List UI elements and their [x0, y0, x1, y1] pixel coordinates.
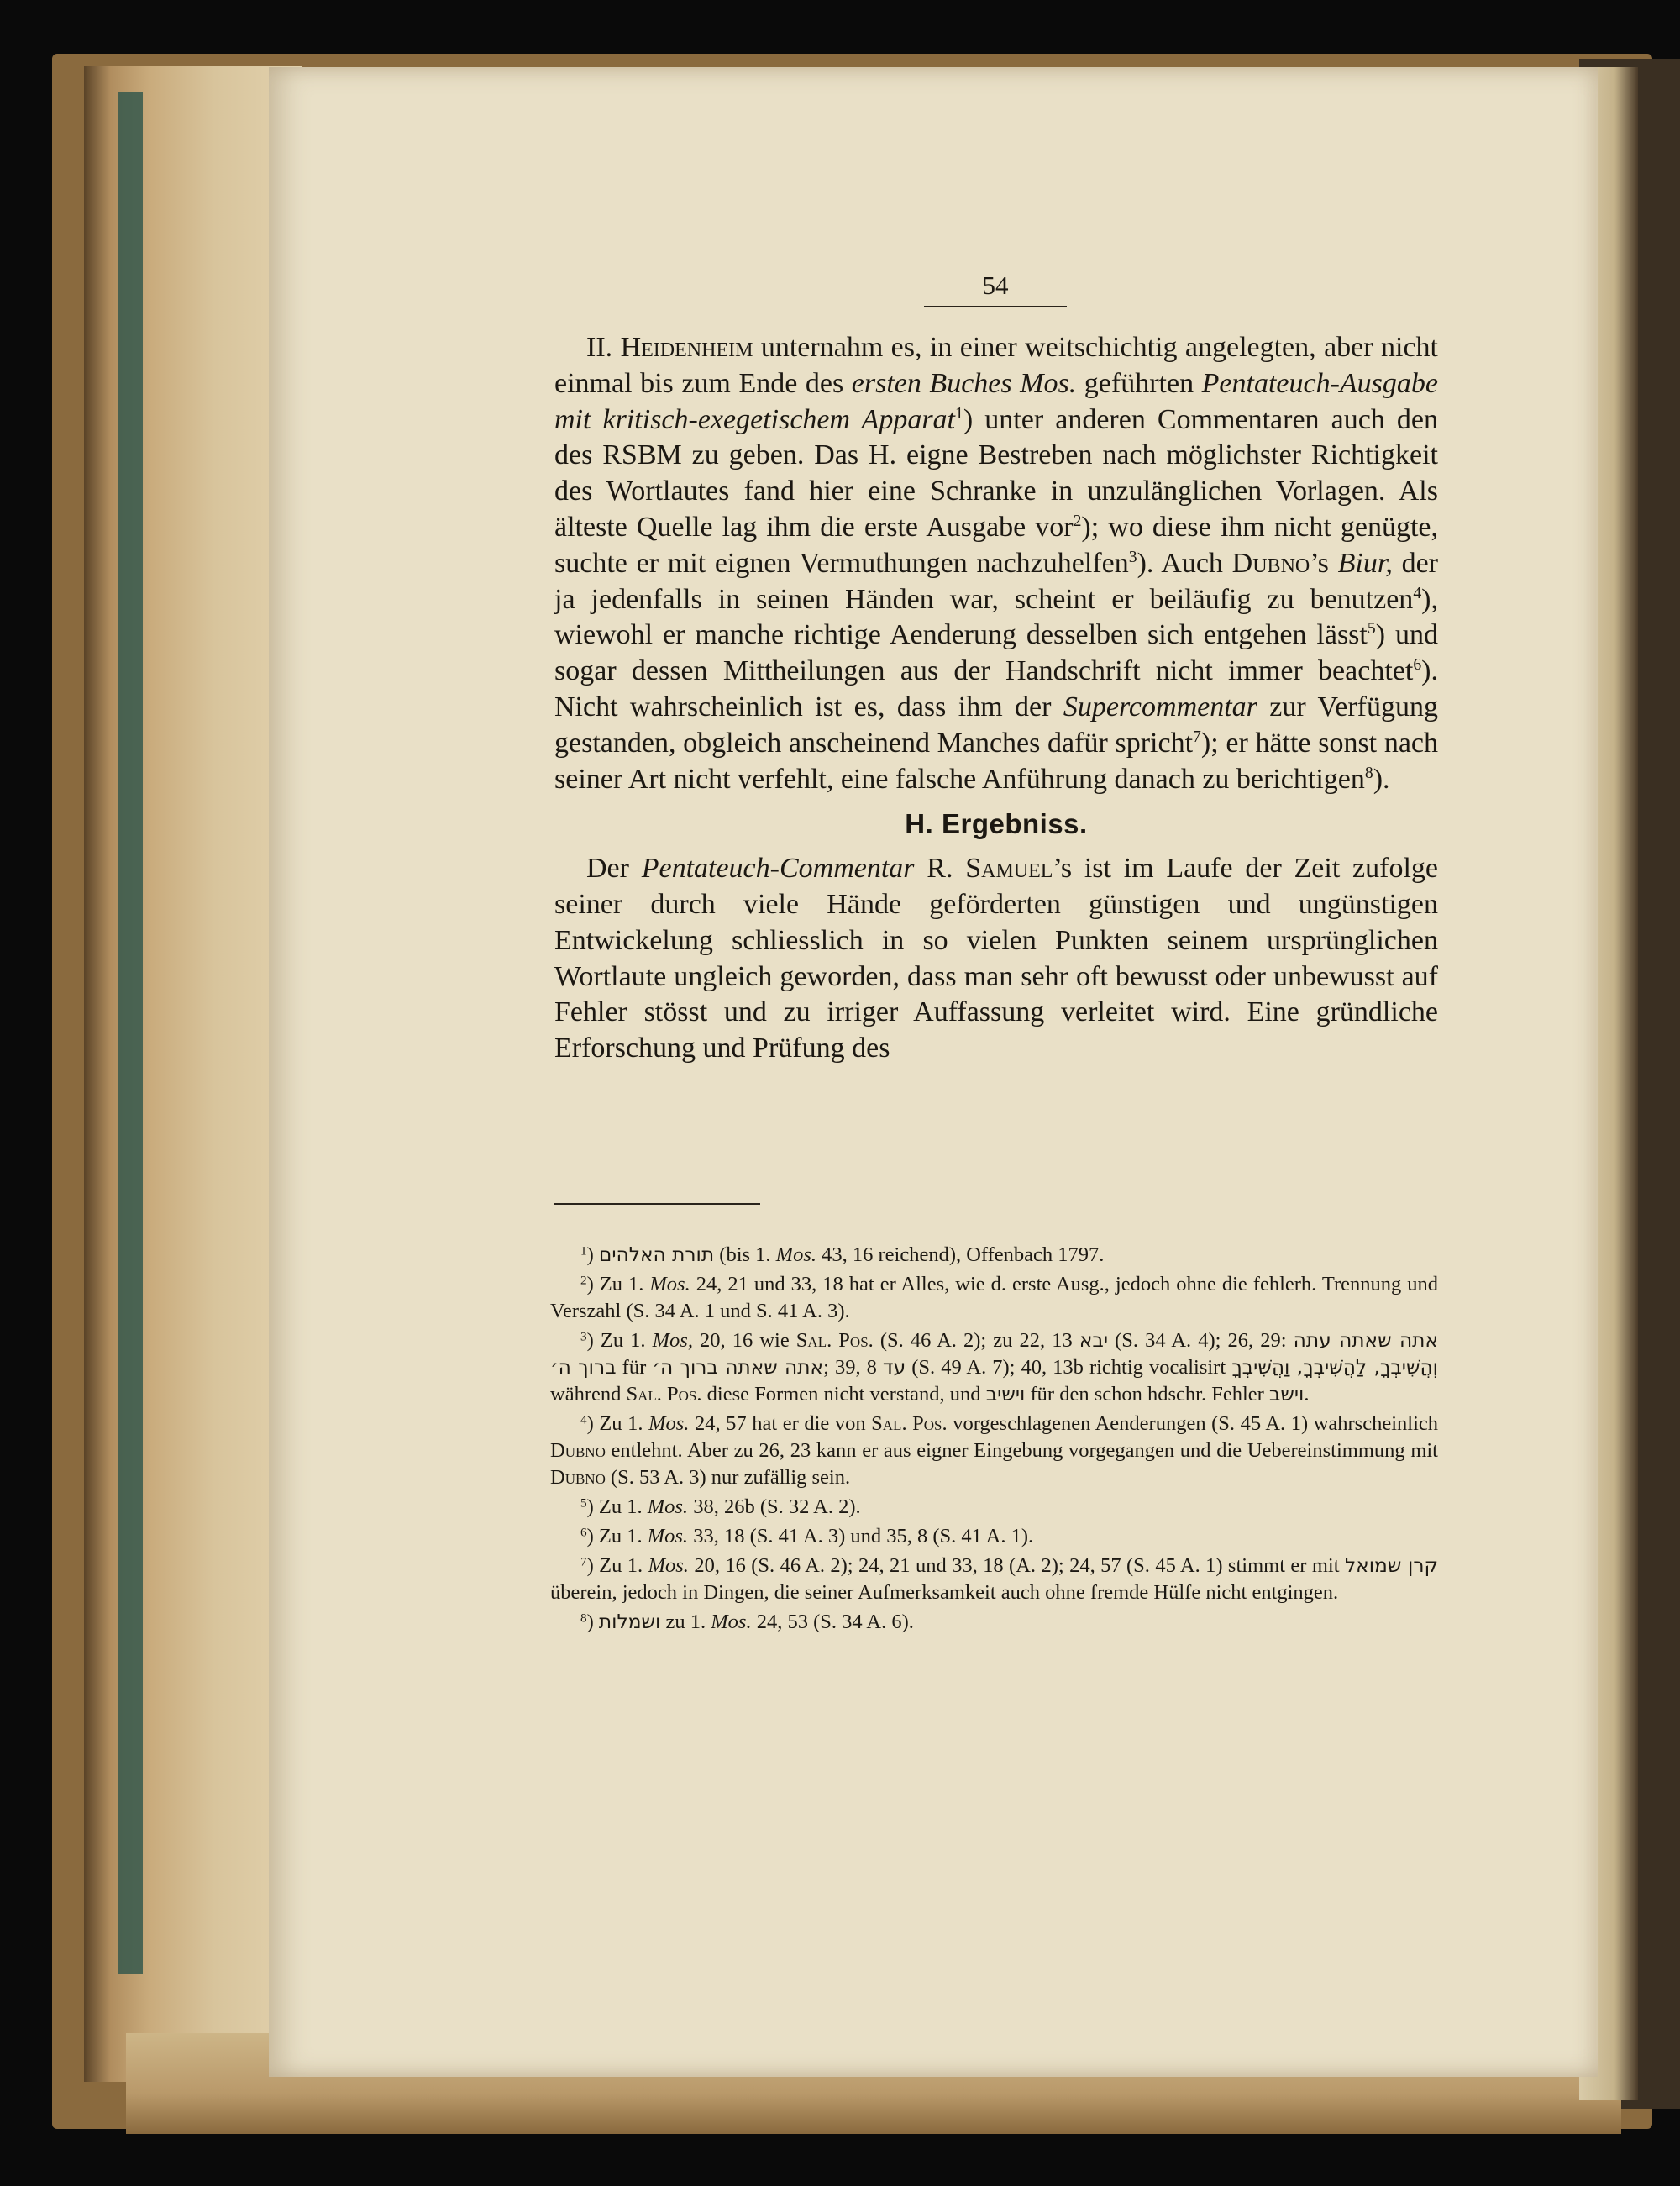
text-run: ), wiewohl er manche richtige Aenderung desselben sich entgehen lässt [554, 583, 1438, 651]
footnote-8: $^8$) ושמלות zu 1. Mos. 24, 53 (S. 34 A. 6). [580, 1611, 914, 1633]
book-abbrev: Mos. [648, 1554, 689, 1577]
text-run: ) und sogar dessen Mittheilungen aus der Handschrift nicht immer beachtet [554, 619, 1438, 687]
author-abbrev: Sal. Pos. [871, 1412, 948, 1435]
text-run: Zu 1. [593, 1554, 648, 1577]
work-title: Pentateuch-Ausgabe mit kritisch-exegetischem Apparat [554, 367, 1439, 435]
author-name: Dubno [550, 1466, 606, 1489]
hebrew-text: קרן שמואל [1344, 1554, 1438, 1577]
text-run: ) unter anderen Commentaren auch den des RSBM zu geben. Das H. eigne Bestreben nach möglichster Richtigkeit des Wortlautes fand hier eine Schranke in unzulänglichen Vorlagen. Als älteste Quelle lag ihm die erste Ausgabe vor [554, 403, 1438, 543]
text-run: (S. 46 A. 2); zu 22, 13 [873, 1329, 1079, 1352]
author-name: Samuel [965, 853, 1053, 885]
text-run: zur Verfügung gestanden, obgleich anscheinend Manches dafür spricht [554, 691, 1438, 759]
footnote-4: $^4$) Zu 1. Mos. 24, 57 hat er die von Sal. Pos. vorgeschlagenen Aenderungen (S. 45 A. 1) wahrscheinlich Dubno entlehnt. Aber zu 26, 23 kann er aus eigner Eingebung vorgegangen und die Uebereinstimmung mit Dubno (S. 53 A. 3) nur zufällig sein. [550, 1412, 1438, 1489]
footnote-marker: 3 [580, 1329, 587, 1344]
hebrew-text: יבא [1079, 1329, 1109, 1352]
text-run: zu 1. [660, 1611, 711, 1633]
book-abbrev: Mos. [711, 1611, 752, 1633]
footnote-ref: 6 [1413, 654, 1422, 674]
text-run: Zu 1. [593, 1273, 650, 1295]
text-run: Der [586, 853, 642, 885]
text-run: entlehnt. Aber zu 26, 23 kann er aus eigner Eingebung vorgegangen und die Uebereinstimmung mit [605, 1439, 1438, 1462]
text-run: ). Auch [1137, 547, 1232, 579]
text-run: ’s [1310, 547, 1338, 579]
text-run: 24, 57 hat er die von [689, 1412, 872, 1435]
book-abbrev: Mos. [649, 1273, 690, 1295]
author-name: Dubno [550, 1439, 606, 1462]
author-abbrev: Sal. Pos. [626, 1383, 702, 1406]
hebrew-text: וישיב [985, 1383, 1026, 1406]
book-title: ersten Buches Mos. [851, 367, 1077, 399]
work-title: Pentateuch-Commentar [641, 853, 915, 885]
footnote-2: $^2$) Zu 1. Mos. 24, 21 und 33, 18 hat er Alles, wie d. erste Ausg., jedoch ohne die fehlerh. Trennung und Verszahl (S. 34 A. 1 und S. 41 A. 3). [550, 1273, 1438, 1322]
main-text [554, 330, 1438, 1067]
footnote-7: $^7$) Zu 1. Mos. 20, 16 (S. 46 A. 2); 24, 21 und 33, 18 (A. 2); 24, 57 (S. 45 A. 1) stimmt er mit קרן שמואל überein, jedoch in Dingen, die seiner Aufmerksamkeit auch ohne fremde Hülfe nicht entgingen. [550, 1554, 1438, 1604]
footnote-marker: 4 [580, 1412, 587, 1427]
book-abbrev: Mos, [652, 1329, 693, 1352]
text-run: 24, 21 und 33, 18 hat er Alles, wie d. erste Ausg., jedoch ohne die fehlerh. Trennung und Verszahl (S. 34 A. 1 und S. 41 A. 3). [550, 1273, 1438, 1322]
text-run: (S. 49 A. 7); 40, 13b richtig vocalisirt [906, 1356, 1232, 1379]
text-run: 20, 16 wie [692, 1329, 796, 1352]
text-run: 43, 16 reichend), Offenbach 1797. [816, 1243, 1105, 1266]
footnote-ref: 5 [1367, 619, 1376, 638]
footnote-marker: 6 [580, 1525, 587, 1540]
footnote-1: $^1$) תורת האלהים (bis 1. Mos. 43, 16 reichend), Offenbach 1797. [580, 1243, 1105, 1266]
book-abbrev: Mos. [775, 1243, 816, 1266]
text-run: ’s ist im Laufe der Zeit zufolge seiner durch viele Hände geförderten günstigen und ungünstigen Entwickelung schliesslich in so vielen Punkten seinem ursprünglichen Wortlaute ungleich geworden, dass man sehr oft bewusst oder unbewusst auf Fehler stösst und zu irriger Auffassung verleitet wird. Eine gründliche Erforschung und Prüfung des [554, 853, 1438, 1064]
footnote-6: $^6$) Zu 1. Mos. 33, 18 (S. 41 A. 3) und 35, 8 (S. 41 A. 1). [580, 1525, 1034, 1548]
text-run: (S. 34 A. 4); 26, 29: [1108, 1329, 1294, 1352]
text-run: ). [1373, 763, 1390, 795]
paragraph-ergebniss [554, 851, 1438, 1067]
text-run: für [616, 1356, 653, 1379]
text-run: Zu 1. [593, 1329, 653, 1352]
hebrew-text: אתה שאתה עתה ברוך ה׳ [550, 1329, 1438, 1379]
hebrew-text: וְהֲשִׁיבְךָ, לַהֲשִׁיבְךָ, וַהֲשִׁיבְךָ [1231, 1356, 1439, 1379]
footnote-5: $^5$) Zu 1. Mos. 38, 26b (S. 32 A. 2). [580, 1495, 861, 1518]
text-run: 20, 16 (S. 46 A. 2); 24, 21 und 33, 18 (A. 2); 24, 57 (S. 45 A. 1) stimmt er mit [688, 1554, 1345, 1577]
text-run: der ja jedenfalls in seinen Händen war, scheint er beiläufig zu benutzen [554, 547, 1438, 615]
text-run: R. [914, 853, 966, 885]
footnote-marker: 5 [580, 1495, 587, 1511]
text-run: II. [586, 332, 621, 363]
hebrew-text: עד [882, 1356, 906, 1379]
section-heading: H. Ergebniss. [905, 808, 1088, 840]
page-number: 54 [982, 271, 1009, 300]
hebrew-text: אתה שאתה ברוך ה׳ [652, 1356, 824, 1379]
text-run: (bis 1. [714, 1243, 776, 1266]
footnote-ref: 1 [955, 403, 963, 423]
text-run: für den schon hdschr. Fehler [1025, 1383, 1269, 1406]
text-run: 24, 53 (S. 34 A. 6). [751, 1611, 914, 1633]
footnote-ref: 3 [1128, 547, 1137, 566]
text-run: Zu 1. [593, 1495, 648, 1518]
book-abbrev: Mos. [647, 1525, 689, 1548]
hebrew-text: וישב [1268, 1383, 1305, 1406]
footnotes [550, 1242, 1438, 1638]
hebrew-text: ושמלות [598, 1611, 661, 1633]
text-run: Zu 1. [593, 1412, 649, 1435]
work-title: Biur, [1337, 547, 1393, 579]
paragraph-heidenheim [554, 330, 1438, 797]
author-abbrev: Sal. Pos. [795, 1329, 874, 1352]
text-run: während [550, 1383, 627, 1406]
text-run: ); er hätte sonst nach seiner Art nicht verfehlt, eine falsche Anführung danach zu berichtigen [554, 727, 1438, 795]
text-run: vorgeschlagenen Aenderungen (S. 45 A. 1) wahrscheinlich [947, 1412, 1438, 1435]
footnote-marker: 7 [580, 1554, 587, 1569]
text-run: diese Formen nicht verstand, und [701, 1383, 986, 1406]
book-abbrev: Mos. [647, 1495, 689, 1518]
footnote-3: $^3$) Zu 1. Mos, 20, 16 wie Sal. Pos. (S. 46 A. 2); zu 22, 13 יבא (S. 34 A. 4); 26, 29: אתה שאתה עתה ברוך ה׳ für אתה שאתה ברוך ה׳; 39, 8 עד (S. 49 A. 7); 40, 13b richtig vocalisirt וְהֲשִׁיבְךָ, לַהֲשִׁיבְךָ, וַהֲשִׁיבְךָ während Sal. Pos. diese Formen nicht verstand, und וישיב für den schon hdschr. Fehler וישב. [550, 1329, 1439, 1406]
book-abbrev: Mos. [648, 1412, 690, 1435]
text-run: ); wo diese ihm nicht genügte, suchte er mit eignen Vermuthungen nachzuhelfen [554, 511, 1438, 579]
text-run: . [1304, 1383, 1310, 1406]
footnote-marker: 1 [580, 1243, 587, 1259]
text-run: ). Nicht wahrscheinlich ist es, dass ihm der [554, 655, 1438, 723]
page-number-rule [924, 306, 1067, 307]
footnote-separator [554, 1203, 760, 1205]
footnote-ref: 8 [1364, 763, 1373, 782]
text-run: ; 39, 8 [823, 1356, 883, 1379]
text-run: (S. 53 A. 3) nur zufällig sein. [605, 1466, 851, 1489]
text-run: überein, jedoch in Dingen, die seiner Aufmerksamkeit auch ohne fremde Hülfe nicht entgingen. [550, 1581, 1339, 1604]
text-run: Zu 1. [593, 1525, 648, 1548]
text-run: unternahm es, in einer weitschichtig angelegten, aber nicht einmal bis zum Ende des [554, 332, 1438, 399]
footnote-ref: 2 [1073, 511, 1082, 530]
hebrew-text: תורת האלהים [598, 1243, 715, 1266]
text-run: 33, 18 (S. 41 A. 3) und 35, 8 (S. 41 A. 1). [688, 1525, 1034, 1548]
footnote-ref: 4 [1413, 583, 1422, 602]
work-title: Supercommentar [1063, 691, 1257, 723]
footnote-marker: 2 [580, 1273, 587, 1288]
footnote-ref: 7 [1193, 727, 1201, 746]
text-run: 38, 26b (S. 32 A. 2). [688, 1495, 861, 1518]
footnote-marker: 8 [580, 1611, 587, 1626]
text-run: geführten [1076, 367, 1202, 399]
author-name: Heidenheim [620, 332, 753, 363]
author-name: Dubno [1231, 547, 1310, 579]
